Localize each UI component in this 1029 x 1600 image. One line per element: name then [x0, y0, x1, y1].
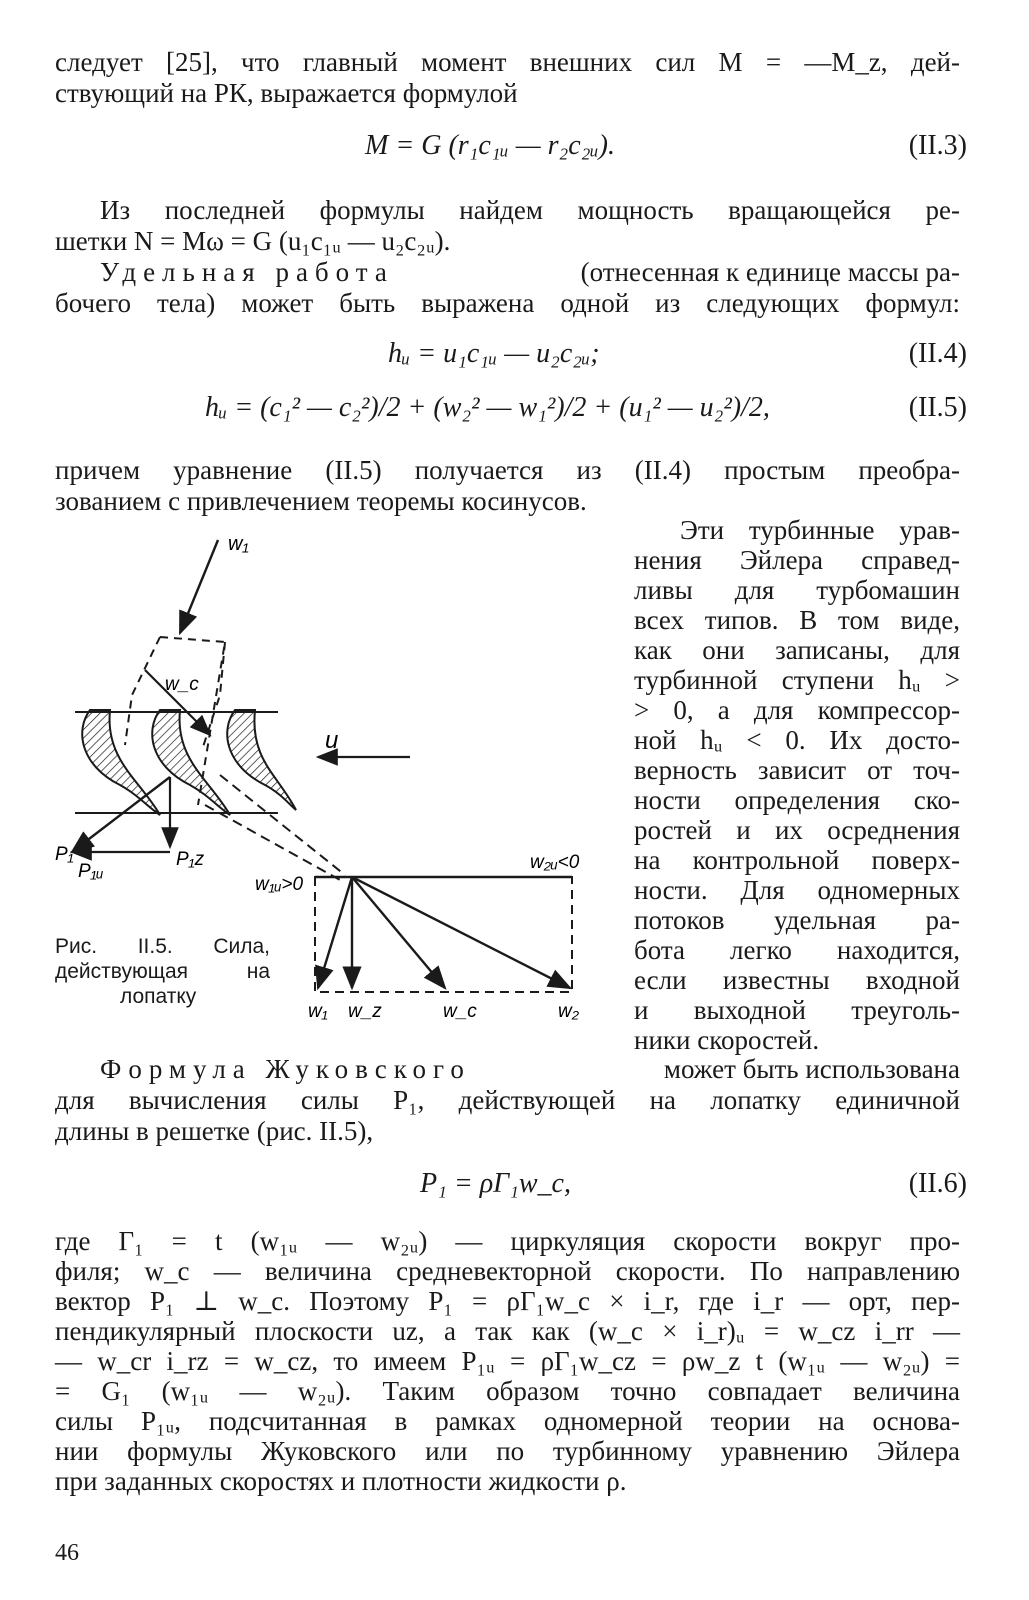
side-text-line: ростей и их осреднения: [634, 815, 960, 845]
text-fragment: (отнесенная к единице массы ра-: [580, 257, 960, 287]
text-line: [100, 257, 960, 287]
side-text-line: турбинной ступени hᵤ >: [634, 665, 960, 695]
text-line: — w_cr i_rz = w_cz, то имеем P₁ᵤ = ρΓ₁w_cz = ρw_z t (w₁ᵤ — w₂ᵤ) =: [55, 1346, 960, 1376]
text-line: при заданных скоростях и плотности жидкости ρ.: [55, 1466, 627, 1496]
w1-bottom-label: w₁: [308, 1001, 328, 1022]
p1-arrow: [72, 777, 170, 852]
w2-vector: [352, 877, 570, 988]
text-line: где Γ₁ = t (w₁ᵤ — w₂ᵤ) — циркуляция скорости вокруг про-: [55, 1226, 960, 1256]
w2-label: w₂: [558, 1001, 579, 1022]
side-text-line: как они записаны, для: [634, 635, 960, 665]
equation-ii-3: M = G (r₁c₁ᵤ — r₂c₂ᵤ).: [365, 130, 615, 161]
side-text-line: и выходной треуголь-: [634, 995, 960, 1025]
wc-label: w_c: [165, 674, 199, 695]
text-line: [100, 1054, 960, 1084]
text-fragment: может быть использована: [663, 1054, 960, 1084]
p1-label: P₁: [55, 844, 74, 865]
spaced-term: Удельная работа: [100, 257, 394, 287]
side-text-line: ники скоростей.: [634, 1025, 820, 1055]
w1u-label: w₁ᵤ>0: [255, 874, 304, 895]
spaced-term: Формула Жуковского: [100, 1054, 471, 1084]
text-line: ствующий на РК, выражается формулой: [55, 78, 518, 108]
wc-vector: [352, 877, 445, 988]
equation-ii-4: hᵤ = u₁c₁ᵤ — u₂c₂ᵤ;: [388, 338, 600, 369]
text-line: причем уравнение (II.5) получается из (II.4) простым преобра-: [55, 455, 960, 485]
u-label: u: [325, 727, 339, 754]
side-text-line: ности. Для одномерных: [634, 875, 960, 905]
p1u-label: P₁ᵤ: [78, 861, 104, 882]
wc-bottom-label: w_c: [443, 1001, 477, 1022]
side-text-line: всех типов. В том виде,: [634, 605, 960, 635]
side-text-line: на контрольной поверх-: [634, 845, 960, 875]
text-line: филя; w_c — величина средневекторной скорости. По направлению: [55, 1256, 960, 1286]
w1-vector: [318, 877, 352, 988]
equation-ii-5: hᵤ = (c₁² — c₂²)/2 + (w₂² — w₁²)/2 + (u₁² — u₂²)/2,: [205, 392, 770, 423]
text-line: нии формулы Жуковского или по турбинному уравнению Эйлера: [55, 1436, 960, 1466]
triangle-frame: [315, 877, 572, 992]
text-line: шетки N = Mω = G (u₁c₁ᵤ — u₂c₂ᵤ).: [55, 226, 451, 256]
w2u-label: w₂ᵤ<0: [530, 852, 580, 873]
blade: [227, 710, 296, 810]
side-text-line: ливы для турбомашин: [634, 575, 960, 605]
equation-ii-6: P₁ = ρΓ₁w_c,: [420, 1168, 571, 1199]
side-text-line: нения Эйлера справед-: [634, 545, 960, 575]
figure-caption-line: действующая на: [55, 960, 270, 983]
page-number: 46: [55, 1540, 79, 1566]
text-line: = G₁ (w₁ᵤ — w₂ᵤ). Таким образом точно совпадает величина: [55, 1376, 960, 1406]
side-text-line: ности определения ско-: [634, 785, 960, 815]
side-text-line: > 0, а для компрессор-: [634, 695, 960, 725]
text-line: зованием с привлечением теоремы косинусов.: [55, 486, 587, 516]
text-line: пендикулярный плоскости uz, а так как (w_c × i_r)ᵤ = w_cz i_rr —: [55, 1316, 960, 1346]
equation-number: (II.5): [908, 392, 967, 423]
equation-number: (II.4): [908, 338, 967, 369]
figure-caption-line: лопатку: [120, 985, 197, 1008]
text-line: бочего тела) может быть выражена одной из следующих формул:: [55, 288, 960, 318]
wz-label: w_z: [348, 1001, 382, 1022]
equation-number: (II.6): [908, 1168, 967, 1199]
blade: [82, 710, 160, 815]
figure-caption-line: Рис. II.5. Сила,: [55, 935, 270, 958]
side-text-line: если известны входной: [634, 965, 960, 995]
text-line: Из последней формулы найдем мощность вращающейся ре-: [100, 195, 960, 225]
text-line: следует [25], что главный момент внешних сил M = —M_z, дей-: [55, 47, 960, 77]
w1-label: w₁: [228, 533, 249, 555]
side-text-line: бота легко находится,: [634, 935, 960, 965]
p1z-label: P₁z: [176, 849, 205, 870]
text-line: для вычисления силы P₁, действующей на лопатку единичной: [55, 1085, 960, 1115]
equation-number: (II.3): [908, 130, 967, 161]
w1-arrow: [180, 540, 218, 633]
blade: [152, 710, 230, 815]
side-text-line: потоков удельная ра-: [634, 905, 960, 935]
text-line: силы P₁ᵤ, подсчитанная в рамках одномерной теории на основа-: [55, 1406, 960, 1436]
text-line: длины в решетке (рис. II.5),: [55, 1116, 374, 1146]
text-line: вектор P₁ ⊥ w_c. Поэтому P₁ = ρΓ₁w_c × i_r, где i_r — орт, пер-: [55, 1286, 960, 1316]
side-text-line: ной hᵤ < 0. Их досто-: [634, 725, 960, 755]
side-text-line: Эти турбинные урав-: [680, 515, 960, 545]
side-text-line: верность зависит от точ-: [634, 755, 960, 785]
